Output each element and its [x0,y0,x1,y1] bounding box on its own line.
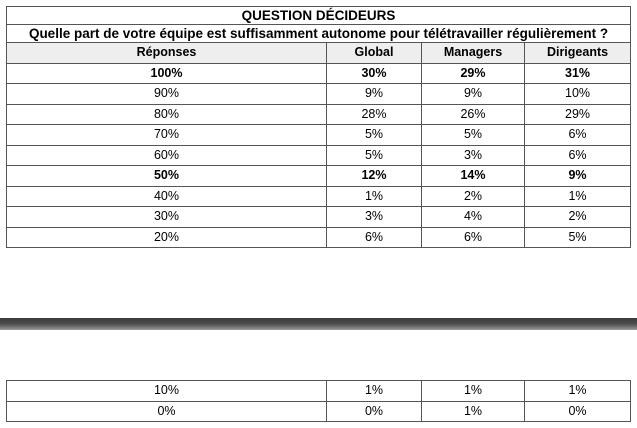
cell-managers: 3% [422,145,525,166]
cell-dirigeants: 6% [525,125,631,146]
cell-managers: 2% [422,186,525,207]
cell-global: 3% [327,207,422,228]
table-row [7,125,631,146]
cell-dirigeants: 29% [525,104,631,125]
table-body-continued [7,381,631,422]
cell-managers: 9% [422,84,525,105]
cell-managers: 5% [422,125,525,146]
header-global: Global [327,43,422,64]
table-title: QUESTION DÉCIDEURS [7,7,631,25]
table-row [7,63,631,84]
table-row [7,166,631,187]
cell-dirigeants: 0% [525,401,631,422]
header-managers: Managers [422,43,525,64]
cell-managers: 4% [422,207,525,228]
survey-table [6,6,631,248]
header-row [7,43,631,64]
cell-managers: 1% [422,401,525,422]
cell-dirigeants: 6% [525,145,631,166]
cell-dirigeants: 10% [525,84,631,105]
cell-label: 100% [7,63,327,84]
table-question: Quelle part de votre équipe est suffisamment autonome pour télétravailler régulièrement ? [7,25,631,43]
cell-managers: 29% [422,63,525,84]
cell-managers: 14% [422,166,525,187]
cell-label: 0% [7,401,327,422]
cell-managers: 1% [422,381,525,402]
cell-dirigeants: 2% [525,207,631,228]
cell-dirigeants: 5% [525,227,631,248]
cell-global: 0% [327,401,422,422]
cell-global: 5% [327,125,422,146]
cell-dirigeants: 1% [525,381,631,402]
cell-label: 80% [7,104,327,125]
header-dirigeants: Dirigeants [525,43,631,64]
table-row [7,145,631,166]
page-separator [0,318,637,330]
cell-dirigeants: 31% [525,63,631,84]
cell-label: 90% [7,84,327,105]
cell-label: 50% [7,166,327,187]
table-row [7,104,631,125]
table-row [7,186,631,207]
cell-global: 1% [327,186,422,207]
subtitle-row [7,25,631,43]
cell-global: 30% [327,63,422,84]
cell-dirigeants: 1% [525,186,631,207]
cell-managers: 6% [422,227,525,248]
cell-label: 70% [7,125,327,146]
cell-global: 5% [327,145,422,166]
title-row [7,7,631,25]
table-row [7,227,631,248]
cell-label: 60% [7,145,327,166]
survey-table-continued [6,380,631,422]
table-row [7,207,631,228]
cell-global: 12% [327,166,422,187]
cell-label: 40% [7,186,327,207]
table-row [7,381,631,402]
cell-global: 9% [327,84,422,105]
cell-global: 1% [327,381,422,402]
table-row [7,84,631,105]
cell-label: 10% [7,381,327,402]
cell-global: 28% [327,104,422,125]
header-reponses: Réponses [7,43,327,64]
cell-global: 6% [327,227,422,248]
cell-dirigeants: 9% [525,166,631,187]
table-body [7,63,631,248]
cell-label: 20% [7,227,327,248]
cell-managers: 26% [422,104,525,125]
table-row [7,401,631,422]
cell-label: 30% [7,207,327,228]
